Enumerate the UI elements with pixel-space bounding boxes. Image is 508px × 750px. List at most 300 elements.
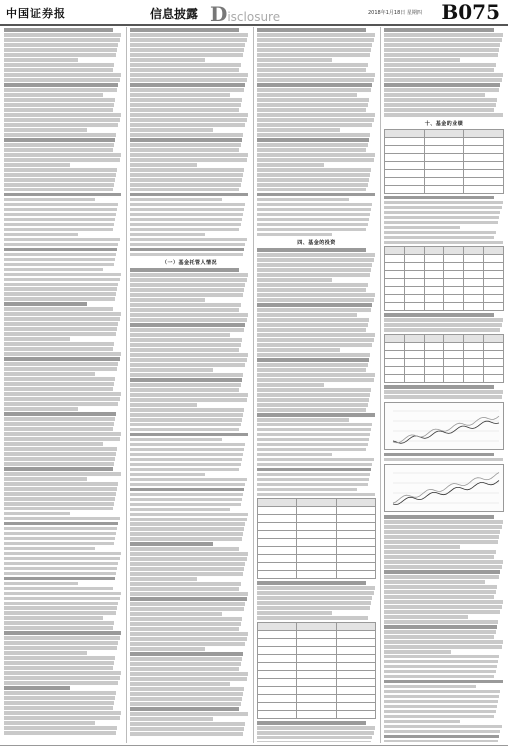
table-cell [464, 255, 484, 263]
text-line [130, 532, 243, 536]
table-cell [258, 507, 297, 515]
table-cell [424, 303, 444, 311]
text-line [257, 731, 374, 735]
text-line [4, 223, 114, 227]
table-cell [297, 547, 336, 555]
text-line [130, 403, 197, 407]
text-line [130, 388, 239, 392]
table-cell [297, 678, 336, 686]
column-4-heading: 十、基金的业绩 [424, 120, 464, 127]
table-cell [336, 571, 375, 579]
text-line [4, 636, 120, 640]
table-cell [424, 279, 444, 287]
text-line [130, 707, 239, 711]
text-line [384, 730, 500, 734]
text-line [4, 238, 120, 242]
text-line [257, 108, 366, 112]
text-line [130, 383, 241, 387]
table-cell [385, 185, 425, 193]
text-line [4, 268, 103, 272]
table-cell [258, 539, 297, 547]
text-line [384, 328, 500, 332]
text-line [384, 33, 503, 37]
text-line [130, 577, 197, 581]
table-cell [444, 342, 464, 350]
text-line [130, 218, 242, 222]
text-line [130, 662, 241, 666]
text-line [257, 308, 371, 312]
text-line [257, 338, 374, 342]
table-row [258, 662, 376, 670]
text-line [130, 313, 248, 317]
text-line [257, 453, 332, 457]
text-line [257, 368, 366, 372]
text-line [4, 477, 87, 481]
text-line [257, 278, 332, 282]
text-line [4, 611, 116, 615]
text-line [130, 458, 242, 462]
text-line [257, 611, 332, 615]
table-cell [464, 342, 484, 350]
text-line [384, 645, 502, 649]
table-cell [336, 531, 375, 539]
text-line [130, 293, 243, 297]
text-line [4, 53, 116, 57]
text-line [4, 701, 114, 705]
table-row [385, 366, 504, 374]
performance-table-1 [384, 246, 504, 311]
table-cell [464, 177, 504, 185]
text-line [4, 292, 116, 296]
table-row [258, 499, 376, 507]
text-line [4, 397, 120, 401]
table-cell [336, 686, 375, 694]
text-line [384, 216, 499, 220]
text-line [384, 38, 502, 42]
text-column-2 [130, 27, 249, 742]
text-line [257, 48, 371, 52]
text-line [257, 358, 369, 362]
text-line [130, 243, 245, 247]
table-row [385, 334, 504, 342]
table-row [258, 523, 376, 531]
text-line [257, 193, 375, 197]
text-line [4, 367, 117, 371]
text-line [4, 602, 118, 606]
text-line [257, 586, 375, 590]
text-line [4, 148, 113, 152]
text-line [4, 527, 117, 531]
table-cell [336, 710, 375, 718]
table-cell [444, 255, 464, 263]
text-line [257, 596, 372, 600]
table-cell [464, 358, 484, 366]
text-line [130, 43, 245, 47]
table-cell [385, 279, 405, 287]
table-cell [464, 137, 504, 145]
text-line [384, 660, 498, 664]
table-cell [336, 662, 375, 670]
table-row [385, 255, 504, 263]
text-line [130, 343, 241, 347]
text-line [4, 317, 120, 321]
table-cell [336, 670, 375, 678]
text-line [4, 158, 120, 162]
text-line [130, 597, 247, 601]
table-row [385, 161, 504, 169]
text-line [384, 680, 503, 684]
text-line [130, 408, 244, 412]
text-line [384, 620, 498, 624]
table-cell [424, 263, 444, 271]
text-line [257, 263, 372, 267]
text-line [4, 193, 121, 197]
text-line [130, 448, 244, 452]
table-row [385, 374, 504, 382]
text-line [384, 88, 499, 92]
table-cell [484, 342, 504, 350]
text-line [257, 463, 372, 467]
text-line [384, 78, 502, 82]
text-line [130, 572, 243, 576]
text-line [130, 493, 243, 497]
text-line [130, 443, 245, 447]
table-cell [404, 334, 424, 342]
text-line [257, 168, 371, 172]
text-line [257, 343, 372, 347]
text-line [384, 710, 496, 714]
text-line [257, 138, 369, 142]
text-line [384, 458, 503, 462]
text-line [257, 218, 369, 222]
text-line [257, 128, 340, 132]
text-line [130, 617, 242, 621]
text-line [257, 268, 371, 272]
table-cell [424, 153, 464, 161]
text-line [257, 448, 366, 452]
text-line [4, 208, 117, 212]
table-cell [385, 255, 405, 263]
table-cell [297, 646, 336, 654]
table-cell [424, 366, 444, 374]
text-line [4, 33, 121, 37]
table-cell [464, 366, 484, 374]
table-cell [444, 279, 464, 287]
text-line [4, 641, 118, 645]
text-line [257, 418, 349, 422]
table-cell [258, 515, 297, 523]
text-line [384, 236, 494, 240]
text-line [130, 672, 248, 676]
table-cell [424, 177, 464, 185]
table-cell [258, 531, 297, 539]
table-cell [258, 670, 297, 678]
text-line [257, 83, 372, 87]
text-line [130, 677, 247, 681]
text-line [384, 675, 494, 679]
table-row [385, 279, 504, 287]
text-line [384, 740, 498, 742]
text-line [130, 153, 248, 157]
text-column-3 [257, 27, 376, 742]
table-cell [385, 129, 425, 137]
text-line [257, 98, 369, 102]
text-line [4, 347, 113, 351]
text-line [257, 363, 368, 367]
text-line [4, 731, 116, 735]
text-line [257, 383, 324, 387]
table-cell [336, 555, 375, 563]
text-line [384, 690, 500, 694]
text-line [130, 328, 244, 332]
text-line [384, 196, 494, 200]
text-line [4, 48, 117, 52]
text-line [257, 408, 366, 412]
text-line [130, 522, 245, 526]
table-cell [444, 366, 464, 374]
page-header [0, 0, 508, 26]
text-line [257, 148, 366, 152]
text-line [257, 123, 372, 127]
text-line [4, 562, 118, 566]
text-line [257, 283, 368, 287]
text-line [257, 103, 368, 107]
text-line [4, 213, 116, 217]
table-cell [297, 710, 336, 718]
text-line [4, 721, 95, 725]
text-line [384, 540, 498, 544]
table-cell [385, 374, 405, 382]
table-cell [464, 129, 504, 137]
text-line [130, 438, 222, 442]
text-line [384, 535, 499, 539]
table-cell [385, 145, 425, 153]
text-line [130, 567, 244, 571]
table-cell [424, 295, 444, 303]
text-line [257, 473, 370, 477]
text-line [4, 606, 117, 610]
table-cell [464, 247, 484, 255]
text-line [130, 318, 247, 322]
text-line [4, 123, 118, 127]
text-line [130, 98, 242, 102]
text-line [130, 652, 243, 656]
text-line [257, 68, 366, 72]
text-line [130, 687, 244, 691]
text-line [384, 600, 503, 604]
text-line [257, 438, 369, 442]
text-line [384, 670, 496, 674]
text-line [4, 492, 116, 496]
text-line [130, 697, 242, 701]
text-line [257, 78, 374, 82]
performance-chart-1 [384, 402, 504, 450]
footer-rule [0, 745, 508, 746]
table-cell [404, 263, 424, 271]
text-line [257, 378, 374, 382]
table-cell [385, 271, 405, 279]
table-cell [297, 630, 336, 638]
text-line [130, 498, 242, 502]
text-line [4, 297, 115, 301]
table-cell [336, 507, 375, 515]
text-line [384, 685, 476, 689]
table-cell [258, 563, 297, 571]
table-cell [404, 247, 424, 255]
table-row [258, 670, 376, 678]
text-line [257, 158, 374, 162]
text-line [384, 58, 460, 62]
section-title-en-rest: isclosure [227, 10, 281, 24]
text-line [4, 572, 116, 576]
series-line [393, 421, 499, 443]
text-line [130, 308, 239, 312]
text-line [384, 43, 500, 47]
text-line [384, 735, 499, 739]
industry-allocation-table [257, 622, 376, 719]
text-line [257, 248, 366, 252]
text-line [4, 188, 113, 192]
text-line [257, 93, 357, 97]
text-line [4, 402, 118, 406]
text-line [130, 138, 242, 142]
text-line [257, 388, 371, 392]
text-line [4, 726, 117, 730]
table-cell [385, 295, 405, 303]
table-cell [385, 350, 405, 358]
text-line [4, 537, 115, 541]
text-line [130, 33, 248, 37]
table-cell [424, 185, 464, 193]
text-line [130, 253, 243, 257]
series-line [393, 473, 499, 504]
table-cell [336, 678, 375, 686]
text-line [4, 332, 116, 336]
text-line [384, 231, 496, 235]
text-line [257, 223, 368, 227]
text-line [130, 113, 248, 117]
performance-chart-2 [384, 464, 504, 512]
table-cell [336, 547, 375, 555]
table-row [258, 531, 376, 539]
table-cell [258, 499, 297, 507]
text-line [130, 602, 245, 606]
page-number: B075 [441, 0, 500, 24]
text-line [4, 706, 113, 710]
text-line [384, 530, 500, 534]
text-line [130, 717, 213, 721]
text-line [384, 560, 503, 564]
table-cell [444, 358, 464, 366]
text-line [257, 373, 375, 377]
table-cell [484, 263, 504, 271]
text-line [257, 213, 370, 217]
text-line [4, 592, 121, 596]
table-cell [258, 654, 297, 662]
table-cell [385, 161, 425, 169]
text-line [384, 48, 499, 52]
table-row [258, 630, 376, 638]
table-row [258, 694, 376, 702]
table-cell [297, 622, 336, 630]
text-line [130, 48, 244, 52]
text-line [4, 88, 117, 92]
text-line [384, 28, 494, 32]
text-line [384, 395, 502, 399]
text-line [4, 507, 113, 511]
text-line [4, 377, 115, 381]
text-line [130, 682, 230, 686]
table-cell [424, 342, 444, 350]
text-line [4, 178, 115, 182]
table-cell [424, 247, 444, 255]
text-line [4, 427, 113, 431]
text-line [130, 587, 239, 591]
table-cell [297, 523, 336, 531]
table-cell [258, 571, 297, 579]
text-line [257, 288, 366, 292]
text-line [384, 715, 494, 719]
table-row [385, 263, 504, 271]
text-line [4, 198, 95, 202]
text-line [384, 610, 500, 614]
text-line [130, 63, 241, 67]
text-line [257, 198, 349, 202]
text-line [4, 696, 115, 700]
text-line [4, 258, 115, 262]
text-line [130, 73, 248, 77]
text-line [384, 68, 494, 72]
table-cell [464, 271, 484, 279]
text-line [384, 453, 494, 457]
text-line [257, 328, 366, 332]
text-line [257, 233, 332, 237]
text-line [4, 68, 113, 72]
table-row [258, 638, 376, 646]
table-cell [297, 702, 336, 710]
text-line [257, 483, 368, 487]
table-cell [424, 129, 464, 137]
table-cell [404, 255, 424, 263]
text-line [130, 123, 245, 127]
text-line [130, 273, 248, 277]
text-line [257, 393, 370, 397]
performance-chart-1-svg [385, 403, 503, 449]
text-line [257, 423, 372, 427]
text-line [130, 632, 248, 636]
text-line [4, 163, 70, 167]
text-line [130, 478, 247, 482]
table-cell [484, 334, 504, 342]
text-line [4, 681, 118, 685]
text-line [257, 721, 366, 725]
text-line [130, 378, 242, 382]
text-line [130, 213, 243, 217]
table-cell [385, 177, 425, 185]
table-cell [385, 334, 405, 342]
text-line [384, 725, 502, 729]
text-line [130, 103, 241, 107]
table-row [258, 702, 376, 710]
table-cell [336, 515, 375, 523]
text-line [4, 467, 113, 471]
table-cell [484, 303, 504, 311]
table-row [385, 153, 504, 161]
text-line [4, 522, 118, 526]
table-row [258, 571, 376, 579]
column-divider [380, 27, 381, 743]
table-cell [258, 662, 297, 670]
